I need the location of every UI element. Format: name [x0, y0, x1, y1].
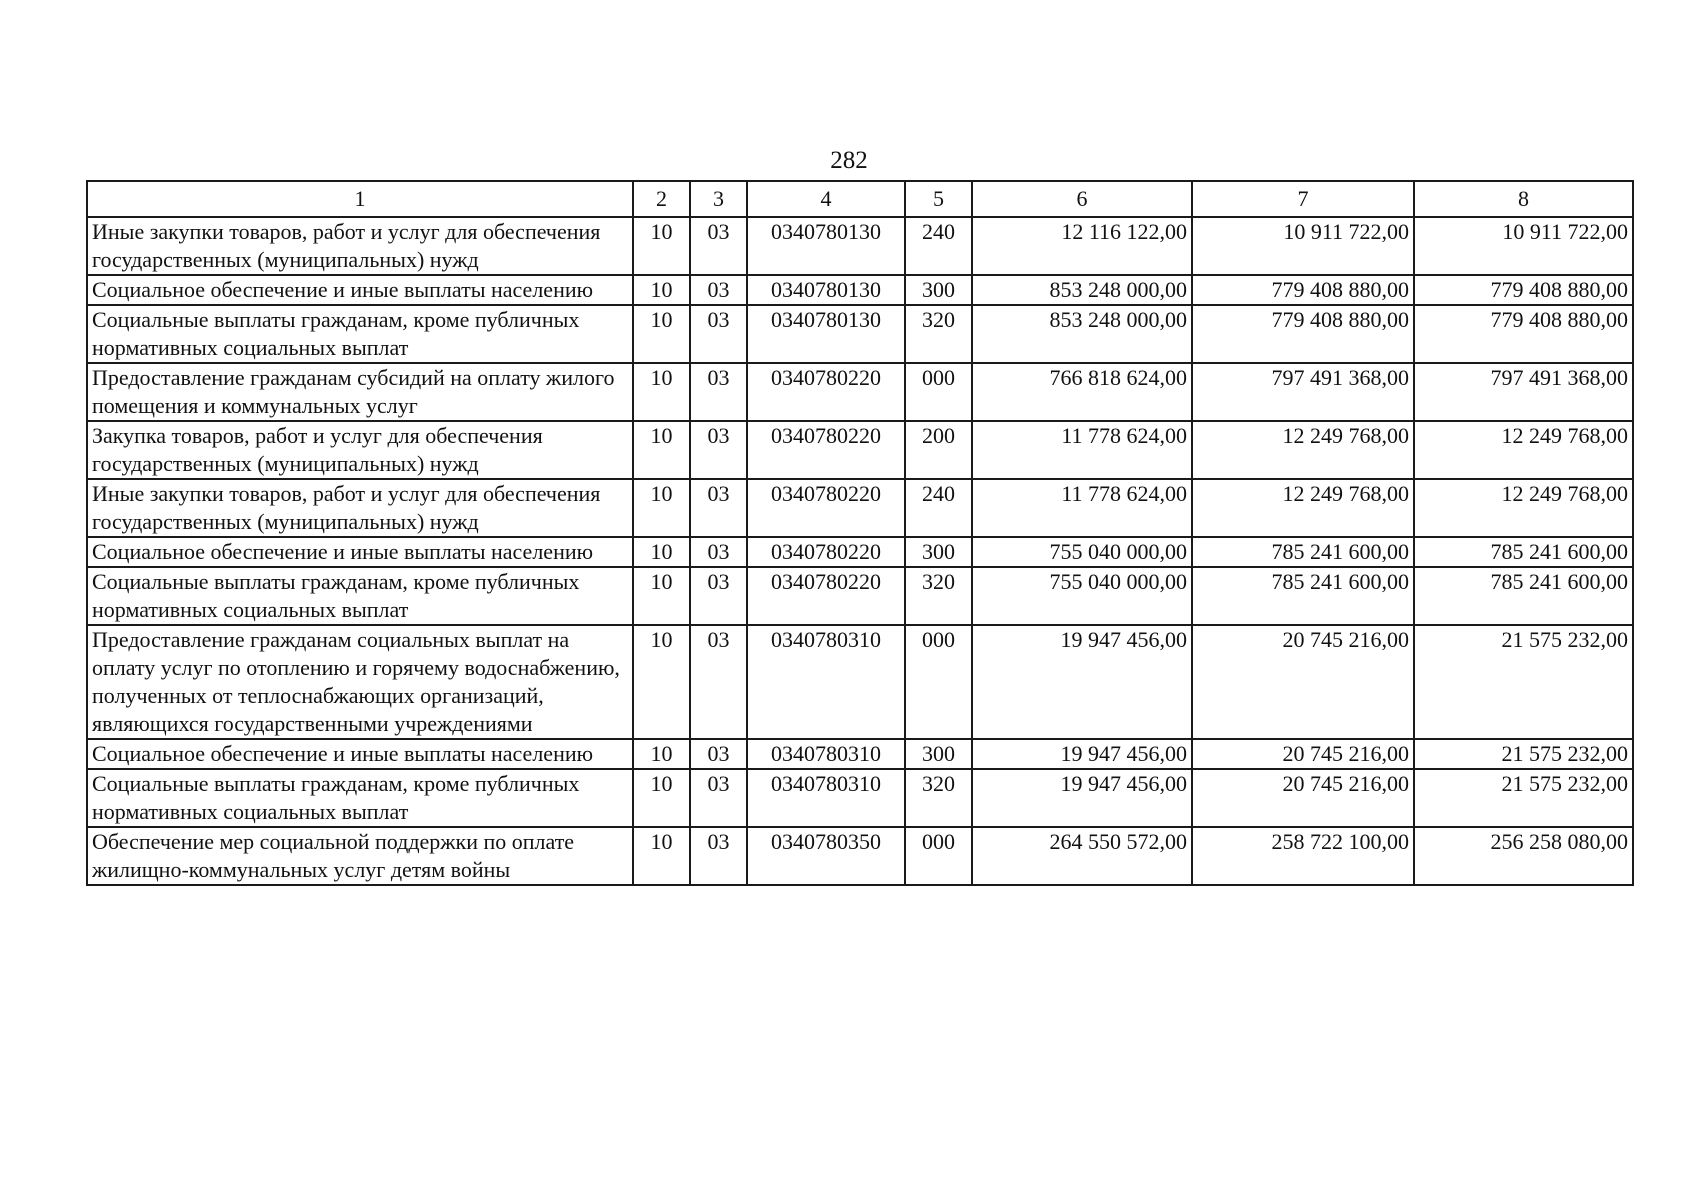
expense-type-cell: 240: [905, 479, 972, 537]
amount-col8-cell: 779 408 880,00: [1414, 305, 1633, 363]
row-name-cell: Социальное обеспечение и иные выплаты населению: [87, 739, 633, 769]
amount-col8-cell: 779 408 880,00: [1414, 275, 1633, 305]
amount-col6-cell: 853 248 000,00: [972, 275, 1192, 305]
amount-col7-cell: 12 249 768,00: [1192, 479, 1414, 537]
table-row: [87, 479, 1633, 537]
column-header: 7: [1192, 181, 1414, 217]
amount-col8-cell: 21 575 232,00: [1414, 625, 1633, 739]
column-header: 5: [905, 181, 972, 217]
table-row: [87, 537, 1633, 567]
expense-type-cell: 300: [905, 739, 972, 769]
table-row: [87, 217, 1633, 275]
amount-col7-cell: 797 491 368,00: [1192, 363, 1414, 421]
column-header: 6: [972, 181, 1192, 217]
expense-type-cell: 240: [905, 217, 972, 275]
amount-col7-cell: 258 722 100,00: [1192, 827, 1414, 885]
row-name-cell: Иные закупки товаров, работ и услуг для обеспечения государственных (муниципальных) нужд: [87, 217, 633, 275]
subsection-code-cell: 03: [690, 537, 747, 567]
column-header: 1: [87, 181, 633, 217]
subsection-code-cell: 03: [690, 625, 747, 739]
column-header: 8: [1414, 181, 1633, 217]
section-code-cell: 10: [633, 827, 690, 885]
amount-col7-cell: 20 745 216,00: [1192, 739, 1414, 769]
subsection-code-cell: 03: [690, 305, 747, 363]
row-name-cell: Социальные выплаты гражданам, кроме публичных нормативных социальных выплат: [87, 769, 633, 827]
amount-col7-cell: 779 408 880,00: [1192, 305, 1414, 363]
column-header: 4: [747, 181, 905, 217]
target-article-cell: 0340780220: [747, 567, 905, 625]
section-code-cell: 10: [633, 537, 690, 567]
target-article-cell: 0340780130: [747, 217, 905, 275]
column-header: 2: [633, 181, 690, 217]
subsection-code-cell: 03: [690, 567, 747, 625]
amount-col6-cell: 755 040 000,00: [972, 537, 1192, 567]
amount-col6-cell: 19 947 456,00: [972, 739, 1192, 769]
row-name-cell: Социальное обеспечение и иные выплаты населению: [87, 537, 633, 567]
amount-col7-cell: 12 249 768,00: [1192, 421, 1414, 479]
target-article-cell: 0340780310: [747, 739, 905, 769]
target-article-cell: 0340780220: [747, 537, 905, 567]
subsection-code-cell: 03: [690, 217, 747, 275]
amount-col7-cell: 785 241 600,00: [1192, 567, 1414, 625]
expense-type-cell: 320: [905, 769, 972, 827]
page-number: 282: [830, 147, 868, 174]
subsection-code-cell: 03: [690, 363, 747, 421]
row-name-cell: Социальные выплаты гражданам, кроме публичных нормативных социальных выплат: [87, 305, 633, 363]
table-row: [87, 769, 1633, 827]
table-row: [87, 739, 1633, 769]
section-code-cell: 10: [633, 363, 690, 421]
amount-col8-cell: 12 249 768,00: [1414, 479, 1633, 537]
target-article-cell: 0340780130: [747, 275, 905, 305]
amount-col8-cell: 256 258 080,00: [1414, 827, 1633, 885]
expense-type-cell: 000: [905, 625, 972, 739]
table-row: [87, 421, 1633, 479]
subsection-code-cell: 03: [690, 479, 747, 537]
section-code-cell: 10: [633, 567, 690, 625]
amount-col8-cell: 785 241 600,00: [1414, 567, 1633, 625]
amount-col6-cell: 19 947 456,00: [972, 769, 1192, 827]
expense-type-cell: 300: [905, 275, 972, 305]
amount-col7-cell: 10 911 722,00: [1192, 217, 1414, 275]
table-row: [87, 567, 1633, 625]
target-article-cell: 0340780130: [747, 305, 905, 363]
row-name-cell: Закупка товаров, работ и услуг для обеспечения государственных (муниципальных) нужд: [87, 421, 633, 479]
amount-col6-cell: 853 248 000,00: [972, 305, 1192, 363]
budget-table: [86, 180, 1634, 886]
section-code-cell: 10: [633, 421, 690, 479]
amount-col6-cell: 11 778 624,00: [972, 479, 1192, 537]
target-article-cell: 0340780310: [747, 625, 905, 739]
section-code-cell: 10: [633, 217, 690, 275]
amount-col8-cell: 785 241 600,00: [1414, 537, 1633, 567]
row-name-cell: Социальные выплаты гражданам, кроме публичных нормативных социальных выплат: [87, 567, 633, 625]
amount-col6-cell: 766 818 624,00: [972, 363, 1192, 421]
row-name-cell: Предоставление гражданам социальных выплат на оплату услуг по отоплению и горячему водоснабжению, полученных от теплоснабжающих организаций, являющихся государственными учреждениями: [87, 625, 633, 739]
target-article-cell: 0340780220: [747, 479, 905, 537]
row-name-cell: Иные закупки товаров, работ и услуг для обеспечения государственных (муниципальных) нужд: [87, 479, 633, 537]
subsection-code-cell: 03: [690, 275, 747, 305]
row-name-cell: Предоставление гражданам субсидий на оплату жилого помещения и коммунальных услуг: [87, 363, 633, 421]
section-code-cell: 10: [633, 275, 690, 305]
table-body: [87, 217, 1633, 885]
amount-col6-cell: 755 040 000,00: [972, 567, 1192, 625]
section-code-cell: 10: [633, 625, 690, 739]
header-row: [87, 181, 1633, 217]
amount-col6-cell: 12 116 122,00: [972, 217, 1192, 275]
expense-type-cell: 000: [905, 827, 972, 885]
table-row: [87, 275, 1633, 305]
amount-col8-cell: 21 575 232,00: [1414, 769, 1633, 827]
amount-col7-cell: 779 408 880,00: [1192, 275, 1414, 305]
table-row: [87, 363, 1633, 421]
target-article-cell: 0340780350: [747, 827, 905, 885]
amount-col8-cell: 21 575 232,00: [1414, 739, 1633, 769]
expense-type-cell: 000: [905, 363, 972, 421]
amount-col7-cell: 20 745 216,00: [1192, 769, 1414, 827]
section-code-cell: 10: [633, 769, 690, 827]
subsection-code-cell: 03: [690, 421, 747, 479]
section-code-cell: 10: [633, 739, 690, 769]
amount-col8-cell: 797 491 368,00: [1414, 363, 1633, 421]
table-row: [87, 305, 1633, 363]
section-code-cell: 10: [633, 479, 690, 537]
expense-type-cell: 200: [905, 421, 972, 479]
expense-type-cell: 320: [905, 305, 972, 363]
table-row: [87, 625, 1633, 739]
target-article-cell: 0340780310: [747, 769, 905, 827]
subsection-code-cell: 03: [690, 827, 747, 885]
table-row: [87, 827, 1633, 885]
amount-col6-cell: 11 778 624,00: [972, 421, 1192, 479]
amount-col8-cell: 10 911 722,00: [1414, 217, 1633, 275]
target-article-cell: 0340780220: [747, 421, 905, 479]
section-code-cell: 10: [633, 305, 690, 363]
row-name-cell: Социальное обеспечение и иные выплаты населению: [87, 275, 633, 305]
row-name-cell: Обеспечение мер социальной поддержки по оплате жилищно-коммунальных услуг детям войны: [87, 827, 633, 885]
expense-type-cell: 300: [905, 537, 972, 567]
amount-col6-cell: 264 550 572,00: [972, 827, 1192, 885]
amount-col7-cell: 20 745 216,00: [1192, 625, 1414, 739]
expense-type-cell: 320: [905, 567, 972, 625]
amount-col8-cell: 12 249 768,00: [1414, 421, 1633, 479]
subsection-code-cell: 03: [690, 739, 747, 769]
column-header: 3: [690, 181, 747, 217]
target-article-cell: 0340780220: [747, 363, 905, 421]
subsection-code-cell: 03: [690, 769, 747, 827]
amount-col7-cell: 785 241 600,00: [1192, 537, 1414, 567]
amount-col6-cell: 19 947 456,00: [972, 625, 1192, 739]
